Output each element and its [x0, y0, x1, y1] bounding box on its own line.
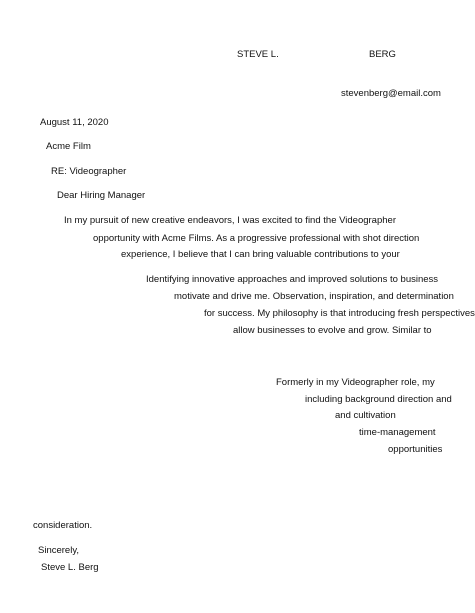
- paragraph-line: and cultivation: [335, 410, 396, 421]
- paragraph-line: In my pursuit of new creative endeavors, I was excited to find the Videographer: [64, 215, 396, 226]
- first-name: STEVE L.: [237, 49, 279, 60]
- email-address: stevenberg@email.com: [341, 88, 441, 99]
- closing: Sincerely,: [38, 545, 80, 556]
- signature-name: Steve L. Berg: [41, 562, 99, 573]
- paragraph-line: motivate and drive me. Observation, inspiration, and determination: [174, 291, 454, 302]
- last-name: BERG: [369, 49, 396, 60]
- paragraph-line: Formerly in my Videographer role, my: [276, 377, 435, 388]
- paragraph-line: for success. My philosophy is that introducing fresh perspectives: [204, 308, 475, 319]
- paragraph-line: including background direction and: [305, 394, 452, 405]
- salutation: Dear Hiring Manager: [57, 190, 146, 201]
- paragraph-line: time-management: [359, 427, 436, 438]
- consideration-text: consideration.: [33, 520, 93, 531]
- re-line: RE: Videographer: [51, 166, 127, 177]
- paragraph-line: allow businesses to evolve and grow. Similar to: [233, 325, 432, 336]
- paragraph-line: experience, I believe that I can bring valuable contributions to your: [121, 249, 400, 260]
- paragraph-line: opportunity with Acme Films. As a progressive professional with shot direction: [93, 233, 420, 244]
- paragraph-line: Identifying innovative approaches and improved solutions to business: [146, 274, 439, 285]
- letter-date: August 11, 2020: [40, 117, 109, 128]
- company-name: Acme Film: [46, 141, 91, 152]
- paragraph-line: opportunities: [388, 444, 443, 455]
